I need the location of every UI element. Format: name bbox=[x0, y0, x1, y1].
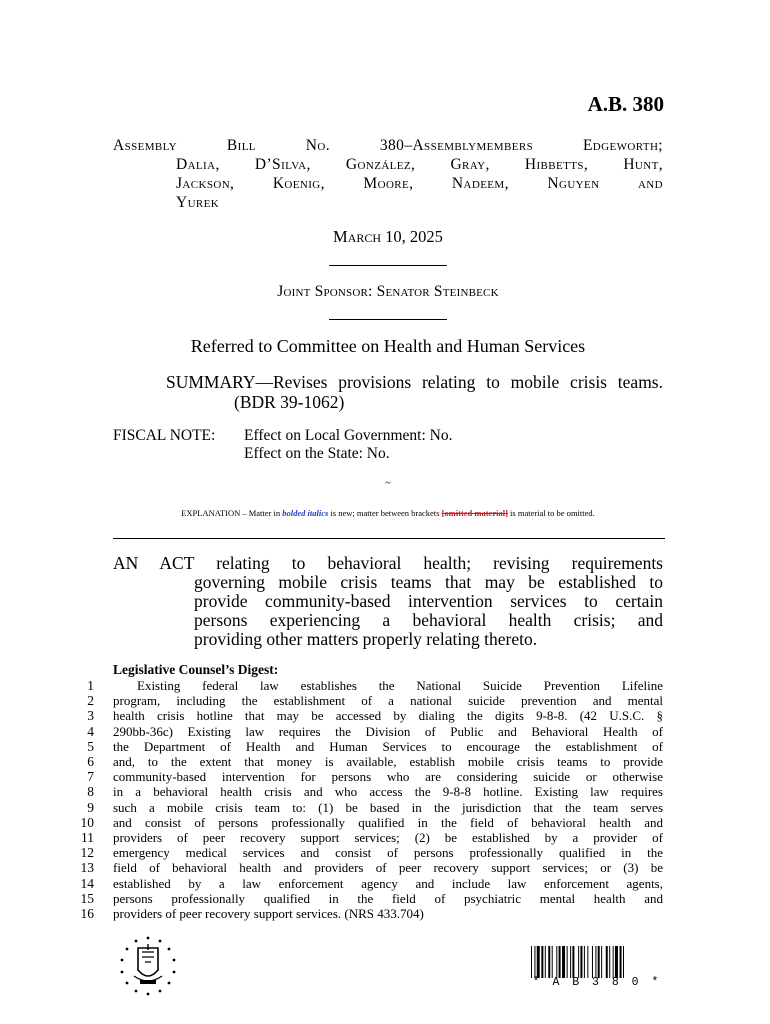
line-number: 8 bbox=[87, 784, 94, 800]
digest-line: program, including the establishment of a national suicide prevention and mental bbox=[113, 693, 663, 709]
digest-heading: Legislative Counsel’s Digest: bbox=[113, 662, 279, 677]
line-number: 11 bbox=[81, 830, 94, 846]
line-number: 5 bbox=[87, 738, 94, 754]
fiscal-state-effect: Effect on the State: No. bbox=[244, 445, 390, 462]
line-number: 9 bbox=[87, 799, 94, 815]
summary-line-1: SUMMARY—Revises provisions relating to mobile crisis teams. bbox=[166, 372, 663, 392]
explanation-text: is new; matter between brackets bbox=[328, 508, 442, 518]
line-number: 4 bbox=[87, 723, 94, 739]
explanation-bolded-italics: bolded italics bbox=[282, 508, 329, 518]
nevada-state-seal-icon bbox=[112, 930, 184, 1002]
line-number: 15 bbox=[80, 890, 94, 906]
line-number: 16 bbox=[80, 906, 94, 922]
act-line: provide community-based intervention services to certain bbox=[194, 591, 663, 611]
line-number: 1 bbox=[87, 678, 94, 693]
sponsors-line-3: Jackson, Koenig, Moore, Nadeem, Nguyen and bbox=[176, 175, 663, 192]
bill-number: A.B. 380 bbox=[587, 92, 664, 116]
digest-line: Existing federal law establishes the National Suicide Prevention Lifeline bbox=[137, 678, 663, 693]
explanation-omitted: [omitted material] bbox=[441, 508, 508, 518]
line-number: 14 bbox=[80, 875, 94, 891]
digest-body bbox=[113, 678, 663, 921]
explanation-text: EXPLANATION – Matter in bbox=[181, 508, 283, 518]
sponsors-line-4: Yurek bbox=[176, 194, 220, 211]
explanation-text: is material to be omitted. bbox=[507, 508, 595, 518]
sponsors-block bbox=[113, 136, 663, 212]
digest-line: and consist of persons professionally qualified in the field of behavioral health and bbox=[113, 814, 663, 830]
digest-line: field of behavioral health and providers of peer recovery support services; or (3) be bbox=[113, 860, 663, 876]
digest-line: providers of peer recovery support services; (2) be established by a provider of bbox=[113, 830, 663, 846]
fiscal-note-label: FISCAL NOTE: bbox=[113, 427, 216, 444]
digest-line: the Department of Health and Human Services to encourage the establishment of bbox=[113, 738, 663, 754]
line-number: 2 bbox=[87, 693, 94, 709]
explanation-note bbox=[113, 508, 663, 518]
tilde-separator: ~ bbox=[385, 478, 391, 489]
digest-line: health crisis hotline that may be accessed by dialing the digits 9-8-8. (42 U.S.C. § bbox=[113, 708, 663, 724]
fiscal-local-effect: Effect on Local Government: No. bbox=[244, 427, 453, 444]
digest-line: community-based intervention for persons who are considering suicide or otherwise bbox=[113, 769, 663, 785]
joint-sponsor: Joint Sponsor: Senator Steinbeck bbox=[277, 283, 499, 300]
digest-line: emergency medical services and consist of persons professionally qualified in the bbox=[113, 845, 663, 861]
barcode-text: * A B 3 8 0 * bbox=[532, 976, 662, 989]
sponsors-line-2: Dalia, D’Silva, González, Gray, Hibbetts, Hunt, bbox=[176, 156, 663, 173]
act-title bbox=[113, 554, 663, 649]
horizontal-divider bbox=[113, 538, 665, 539]
line-number: 6 bbox=[87, 754, 94, 770]
digest-line: in a behavioral health crisis and who access the 9-8-8 hotline. Existing law requires bbox=[113, 784, 663, 800]
act-line: persons experiencing a behavioral health crisis; and bbox=[194, 610, 663, 630]
line-number: 13 bbox=[80, 860, 94, 876]
committee-referral: Referred to Committee on Health and Human Services bbox=[190, 336, 586, 356]
act-line: governing mobile crisis teams that may be established to bbox=[194, 572, 663, 592]
barcode-icon bbox=[531, 946, 663, 978]
digest-line: and, to the extent that money is available, establish mobile crisis teams to provide bbox=[113, 754, 663, 770]
digest-line: providers of peer recovery support services. (NRS 433.704) bbox=[113, 906, 424, 922]
digest-line: such a mobile crisis team to: (1) be based in the jurisdiction that the team serves bbox=[113, 799, 663, 815]
digest-line: 290bb-36c) Existing law requires the Division of Public and Behavioral Health of bbox=[113, 723, 663, 739]
act-line: AN ACT relating to behavioral health; revising requirements bbox=[113, 553, 663, 573]
summary-bdr: (BDR 39-1062) bbox=[234, 392, 345, 412]
line-numbers bbox=[64, 678, 94, 921]
line-number: 7 bbox=[87, 769, 94, 785]
line-number: 10 bbox=[80, 814, 94, 830]
act-line: providing other matters properly relating thereto. bbox=[194, 629, 538, 649]
divider-rule bbox=[113, 307, 663, 315]
line-number: 3 bbox=[87, 708, 94, 724]
digest-line: established by a law enforcement agency and include law enforcement agents, bbox=[113, 875, 663, 891]
divider-rule bbox=[113, 253, 663, 261]
sponsors-line-1: Assembly Bill No. 380–Assemblymembers Edgeworth; bbox=[113, 137, 663, 154]
introduction-date: March 10, 2025 bbox=[333, 227, 443, 246]
digest-line: persons professionally qualified in the field of psychiatric mental health and bbox=[113, 890, 663, 906]
line-number: 12 bbox=[80, 845, 94, 861]
